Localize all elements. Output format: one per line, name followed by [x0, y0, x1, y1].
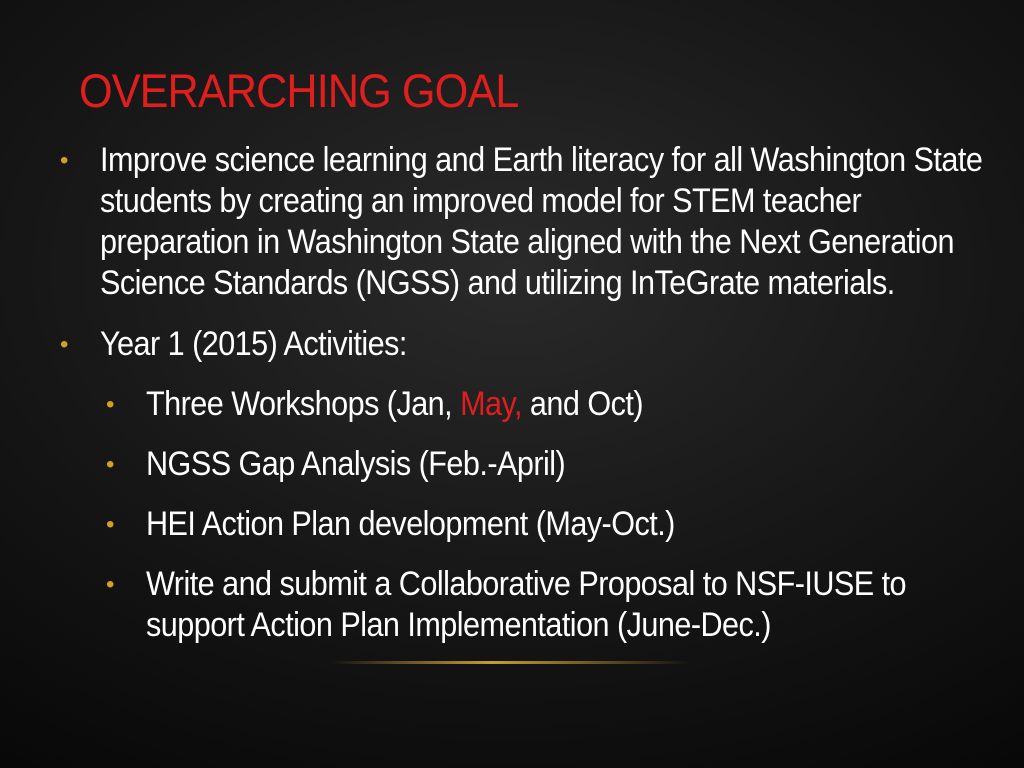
bullet-dot-icon: •	[106, 391, 114, 418]
sub-bullet-text-before: Three Workshops (Jan,	[146, 385, 461, 423]
bullet-dot-icon: •	[106, 571, 114, 598]
bullet-text: Improve science learning and Earth literacy for all Washington State students by creating an improved model for STEM teacher preparation in Washington State aligned with the Next Generation Science Standards (NGSS) and utilizing InTeGrate materials.	[100, 141, 983, 302]
slide-body	[56, 140, 1016, 646]
bullet-dot-icon: •	[60, 147, 68, 174]
sub-bullet-proposal	[102, 564, 1016, 646]
bullet-item-year1	[56, 324, 1016, 365]
sub-bullet-text: HEI Action Plan development (May-Oct.)	[146, 505, 675, 543]
sub-bullet-text: Write and submit a Collaborative Proposal to NSF-IUSE to support Action Plan Implementation (June-Dec.)	[146, 565, 907, 644]
bullet-dot-icon: •	[60, 331, 68, 358]
sub-bullet-text-after: and Oct)	[521, 385, 643, 423]
highlighted-month: May,	[460, 385, 522, 423]
sub-bullet-action-plan	[102, 504, 1016, 545]
decorative-accent-line	[330, 661, 690, 664]
bullet-item-goal	[56, 140, 1016, 304]
sub-bullet-workshops	[102, 384, 1016, 425]
bullet-dot-icon: •	[106, 511, 114, 538]
slide-title: OVERARCHING GOAL	[79, 64, 519, 117]
sub-bullet-text: NGSS Gap Analysis (Feb.-April)	[146, 445, 566, 483]
sub-bullet-text	[146, 384, 956, 425]
sub-bullet-gap-analysis	[102, 444, 1016, 485]
bullet-dot-icon: •	[106, 451, 114, 478]
bullet-text: Year 1 (2015) Activities:	[100, 325, 407, 363]
